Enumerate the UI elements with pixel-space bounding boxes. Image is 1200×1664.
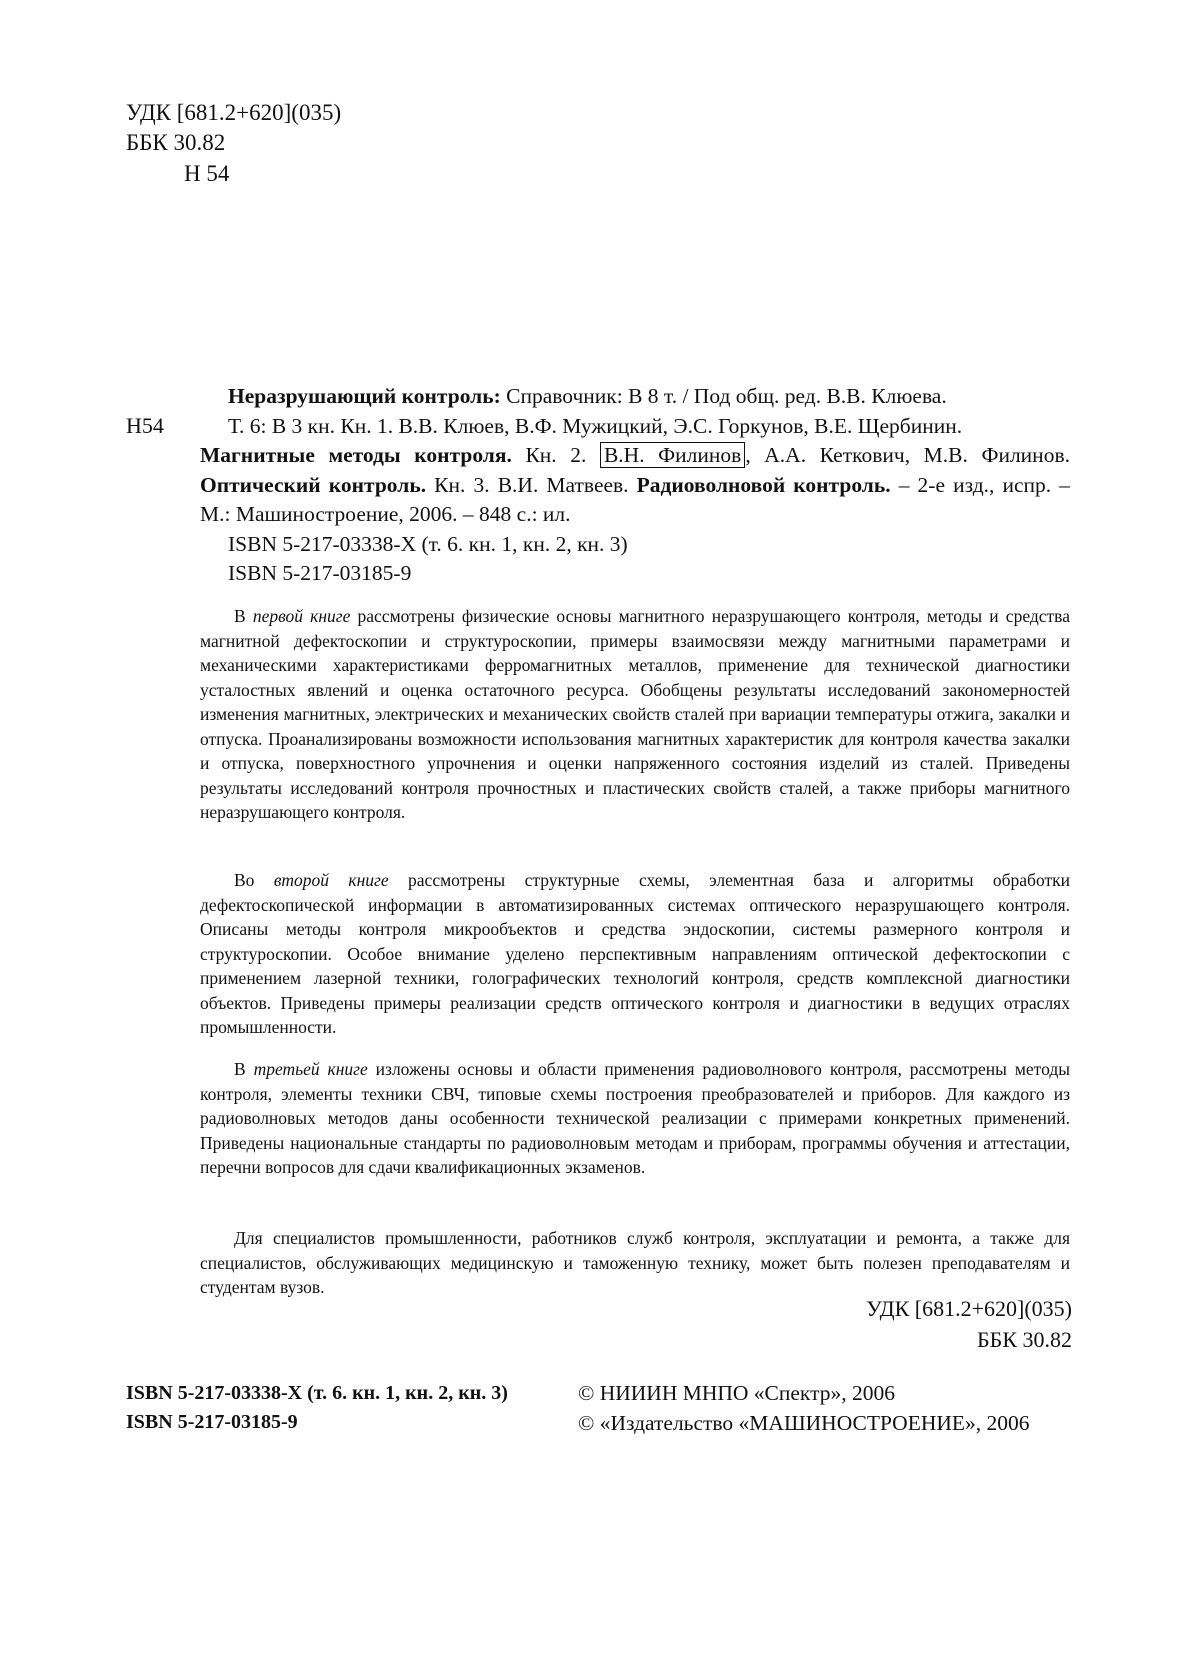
abstract-book3 xyxy=(200,1057,1070,1180)
abstract-text: рассмотрены физические основы магнитного неразрушающего контроля, методы и средства магнитной дефектоскопии и структуроскопии, примеры взаимосвязи между магнитными параметрами и механическими характеристиками ферромагнитных металлов, применение для технической диагностики усталостных явлений и оценка остаточного ресурса. Обобщены результаты исследований закономерностей изменения магнитных, электрических и механических свойств сталей при вариации температуры отжига, закалки и отпуска. Проанализированы возможности использования магнитных характеристик для контроля качества закалки и отпуска, поверхностного упрочнения и оценки напряженного состояния изделий из сталей. Приведены результаты исследований контроля прочностных и пластических свойств сталей, а также приборы магнитного неразрушающего контроля. xyxy=(200,606,1070,822)
book3-title: Оптический контроль. xyxy=(200,472,427,497)
abstract-book-ref: третьей книге xyxy=(253,1059,368,1079)
book4-title: Радиоволновой контроль. xyxy=(636,472,891,497)
abstract-prefix: В xyxy=(234,1059,254,1079)
abstract-book-ref: второй книге xyxy=(273,870,389,890)
abstract-prefix: Во xyxy=(234,870,274,890)
copyright-line-1: © НИИИН МНПО «Спектр», 2006 xyxy=(578,1381,895,1405)
bibliographic-record xyxy=(200,382,1070,589)
series-editor: Справочник: В 8 т. / Под общ. ред. В.В. Клюева. xyxy=(500,384,947,408)
book-series-title: Неразрушающий контроль: xyxy=(228,384,501,408)
audience-note xyxy=(200,1226,1070,1300)
volume-authors: Т. 6: В 3 кн. Кн. 1. В.В. Клюев, В.Ф. Мужицкий, Э.С. Горкунов, В.Е. Щербинин. xyxy=(228,413,963,438)
abstract-text: изложены основы и области применения радиоволнового контроля, рассмотрены методы контроля, элементы техники СВЧ, типовые схемы построения преобразователей и приборов. Для каждого из радиоволновых методов даны особенности технической реализации с примерами конкретных применений. Приведены национальные стандарты по радиоволновым методам и приборам, программы обучения и аттестации, перечни вопросов для сдачи квалификационных экзаменов. xyxy=(200,1059,1070,1177)
book3-author: Кн. 3. В.И. Матвеев. xyxy=(426,472,637,497)
footer-udk: УДК [681.2+620](035) xyxy=(866,1296,1072,1321)
abstract-book1 xyxy=(200,604,1070,825)
bbk-code: ББК 30.82 xyxy=(126,130,226,155)
margin-author-mark: Н54 xyxy=(126,413,164,438)
copyright-line-2: © «Издательство «МАШИНОСТРОЕНИЕ», 2006 xyxy=(578,1411,1030,1435)
isbn-block xyxy=(126,1379,508,1437)
abstract-text: рассмотрены структурные схемы, элементная база и алгоритмы обработки дефектоскопической информации в автоматизированных системах оптического неразрушающего контроля. Описаны методы контроля микрообъектов и средства эндоскопии, системы размерного контроля и структуроскопии. Особое внимание уделено перспективным направлениям оптической дефектоскопии с применением лазерной техники, голографических технологий контроля, средств комплексной диагностики объектов. Приведены примеры реализации средств оптического контроля и диагностики в ведущих отраслях промышленности. xyxy=(200,870,1070,1037)
biblio-isbn-1: ISBN 5-217-03338-X (т. 6. кн. 1, кн. 2, кн. 3) xyxy=(228,531,628,556)
audience-text: Для специалистов промышленности, работников служб контроля, эксплуатации и ремонта, а также для специалистов, обслуживающих медицинскую и таможенную технику, может быть полезен преподавателям и студентам вузов. xyxy=(200,1228,1070,1297)
isbn-line-2: ISBN 5-217-03185-9 xyxy=(126,1411,298,1433)
udk-code: УДК [681.2+620](035) xyxy=(126,100,342,125)
book2-number: Кн. 2. xyxy=(511,443,600,467)
book2-title: Магнитные методы контроля. xyxy=(200,443,512,467)
author-mark: Н 54 xyxy=(184,161,230,186)
biblio-title-line xyxy=(200,382,1070,412)
isbn-line-1: ISBN 5-217-03338-X (т. 6. кн. 1, кн. 2, кн. 3) xyxy=(126,1382,508,1404)
edition-info: – 2-е изд., испр. – М.: Машиностроение, 2006. – 848 с.: ил. xyxy=(200,472,1070,526)
footer-classification xyxy=(866,1293,1072,1355)
abstract-prefix: В xyxy=(234,606,253,626)
book2-authors: , А.А. Кеткович, М.В. Филинов. xyxy=(745,443,1070,467)
copyright-block xyxy=(578,1378,1030,1438)
abstract-book-ref: первой книге xyxy=(252,606,351,626)
abstract-book2 xyxy=(200,868,1070,1040)
biblio-isbn-2: ISBN 5-217-03185-9 xyxy=(228,561,412,585)
boxed-author: В.Н. Филинов xyxy=(600,442,745,468)
biblio-books-line xyxy=(200,441,1070,530)
footer-bbk: ББК 30.82 xyxy=(977,1327,1072,1352)
biblio-volume-line xyxy=(200,412,1070,442)
